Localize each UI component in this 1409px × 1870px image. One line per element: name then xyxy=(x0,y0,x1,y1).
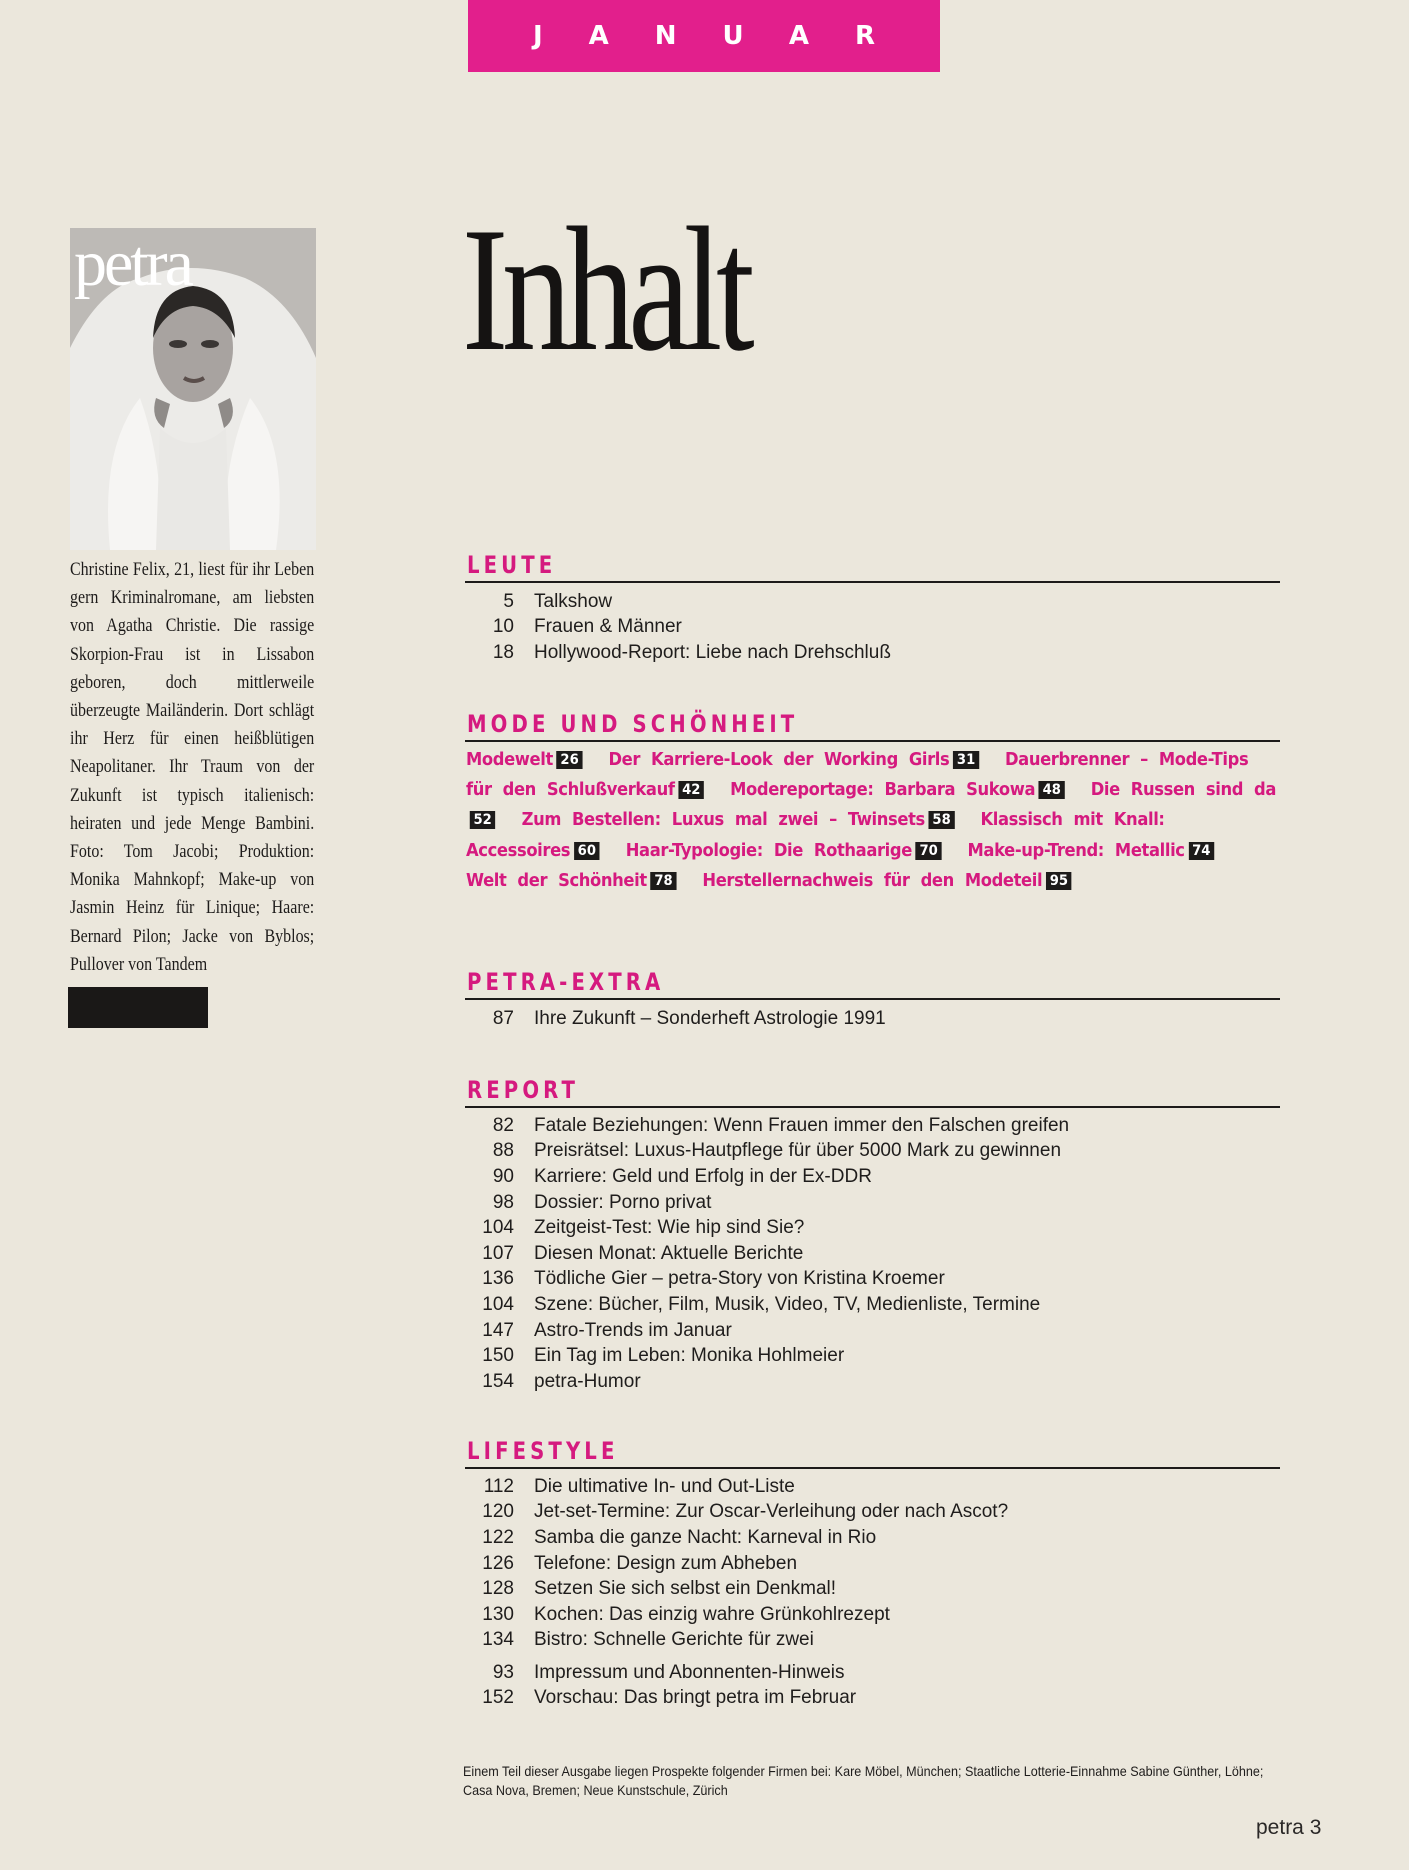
section-heading-leute: LEUTE xyxy=(465,549,1280,583)
page-badge: 70 xyxy=(916,842,942,860)
mode-item[interactable]: Klassisch mit Knall: Accessoires xyxy=(466,810,1165,861)
page-badge: 48 xyxy=(1039,781,1065,799)
list-item[interactable]: 93 Impressum und Abonnenten-Hinweis xyxy=(492,1661,845,1683)
list-item[interactable]: 82 Fatale Beziehungen: Wenn Frauen immer den Falschen greifen xyxy=(492,1114,1070,1136)
list-item[interactable]: 87 Ihre Zukunft – Sonderheft Astrologie 1991 xyxy=(492,1007,886,1029)
page-badge: 78 xyxy=(651,872,677,890)
section-entries-leute xyxy=(462,589,1282,666)
list-item[interactable]: 104 Szene: Bücher, Film, Musik, Video, TV, Medienliste, Termine xyxy=(482,1293,1041,1315)
mode-feature-list xyxy=(466,745,1278,896)
list-item[interactable]: 130 Kochen: Das einzig wahre Grünkohlrezept xyxy=(482,1603,890,1625)
list-item[interactable]: 107 Diesen Monat: Aktuelle Berichte xyxy=(482,1242,804,1264)
list-item[interactable]: 10 Frauen & Männer xyxy=(492,616,682,638)
footnote: Einem Teil dieser Ausgabe liegen Prospekte folgender Firmen bei: Kare Möbel, München; Staatliche Lotterie-Einnahme Sabine Günther, Löhne; Casa Nova, Bremen; Neue Kunstschule, Zürich xyxy=(463,1763,1264,1798)
list-item[interactable]: 154 petra-Humor xyxy=(482,1370,641,1392)
cover-caption: Christine Felix, 21, liest für ihr Leben gern Kriminalromane, am liebsten von Agatha Christie. Die rassige Skorpion-Frau ist in Lissabon geboren, doch mittlerweile überzeugte Mailänderin. Dort schlägt ihr Herz für einen heißblütigen Neapolitaner. Ihr Traum von der Zukunft ist typisch italienisch: heiraten und jede Menge Bambini. Foto: Tom Jacobi; Produktion: Monika Mahnkopf; Make-up von Jasmin Heinz für Linique; Haare: Bernard Pilon; Jacke von Byblos; Pullover von Tandem xyxy=(70,559,315,975)
list-item[interactable]: 147 Astro-Trends im Januar xyxy=(482,1319,732,1341)
list-item[interactable]: 104 Zeitgeist-Test: Wie hip sind Sie? xyxy=(482,1217,805,1239)
mode-item[interactable]: Make-up-Trend: Metallic xyxy=(967,840,1185,861)
mode-item[interactable]: Der Karriere-Look der Working Girls xyxy=(608,750,950,770)
list-item[interactable]: 126 Telefone: Design zum Abheben xyxy=(482,1552,798,1574)
page-badge: 60 xyxy=(574,842,600,860)
page-badge: 95 xyxy=(1046,872,1072,890)
page-badge: 26 xyxy=(557,751,583,769)
list-item[interactable]: 18 Hollywood-Report: Liebe nach Drehschluß xyxy=(492,641,891,663)
month-label: JANUAR xyxy=(532,21,921,51)
page-folio: petra 3 xyxy=(1256,1816,1322,1839)
list-item[interactable]: 150 Ein Tag im Leben: Monika Hohlmeier xyxy=(482,1345,845,1367)
caption-bar xyxy=(68,987,208,1028)
section-heading-extra: PETRA-EXTRA xyxy=(465,966,1280,1000)
page-badge: 58 xyxy=(929,811,955,829)
page-badge: 52 xyxy=(470,811,496,829)
mode-item[interactable]: Zum Bestellen: Luxus mal zwei – Twinsets xyxy=(521,810,925,831)
list-item[interactable]: 90 Karriere: Geld und Erfolg in der Ex-DDR xyxy=(492,1165,872,1187)
mode-item[interactable]: Die Russen sind da xyxy=(1090,780,1277,801)
list-item[interactable]: 112 Die ultimative In- und Out-Liste xyxy=(483,1475,795,1497)
section-heading-lifestyle: LIFESTYLE xyxy=(465,1435,1280,1469)
page-badge: 74 xyxy=(1188,842,1214,860)
list-item[interactable]: 5 Talkshow xyxy=(503,590,613,612)
section-heading-report: REPORT xyxy=(465,1074,1280,1108)
month-banner xyxy=(468,0,940,72)
list-item[interactable]: 98 Dossier: Porno privat xyxy=(492,1191,712,1213)
mode-item[interactable]: Modewelt xyxy=(466,750,553,770)
list-item[interactable]: 128 Setzen Sie sich selbst ein Denkmal! xyxy=(482,1578,837,1600)
page-title: Inhalt xyxy=(462,190,749,388)
section-heading-mode: MODE UND SCHÖNHEIT xyxy=(465,708,1280,742)
list-item[interactable]: 122 Samba die ganze Nacht: Karneval in Rio xyxy=(482,1526,877,1548)
page-badge: 42 xyxy=(678,781,704,799)
list-item[interactable]: 134 Bistro: Schnelle Gerichte für zwei xyxy=(482,1629,814,1651)
list-item[interactable]: 152 Vorschau: Das bringt petra im Februar xyxy=(482,1687,857,1709)
section-entries-lifestyle xyxy=(462,1474,1282,1653)
mode-item[interactable]: Herstellernachweis für den Modeteil xyxy=(702,870,1043,891)
mode-item[interactable]: Dauerbrenner – Mode-Tips für den Schlußverkauf xyxy=(466,750,1249,801)
list-item[interactable]: 136 Tödliche Gier – petra-Story von Kristina Kroemer xyxy=(482,1268,945,1290)
section-entries-report xyxy=(462,1113,1282,1395)
page-badge: 31 xyxy=(953,751,979,769)
cover-logo: petra xyxy=(74,228,191,300)
mode-item[interactable]: Welt der Schönheit xyxy=(466,870,647,891)
section-entries-extra xyxy=(462,1006,1282,1032)
mode-item[interactable]: Modereportage: Barbara Sukowa xyxy=(730,780,1036,801)
list-item[interactable]: 120 Jet-set-Termine: Zur Oscar-Verleihung oder nach Ascot? xyxy=(482,1501,1009,1523)
section-entries-misc xyxy=(462,1660,1282,1711)
mode-item[interactable]: Haar-Typologie: Die Rothaarige xyxy=(625,840,912,861)
list-item[interactable]: 88 Preisrätsel: Luxus-Hautpflege für über 5000 Mark zu gewinnen xyxy=(492,1140,1062,1162)
cover-image xyxy=(70,228,316,550)
